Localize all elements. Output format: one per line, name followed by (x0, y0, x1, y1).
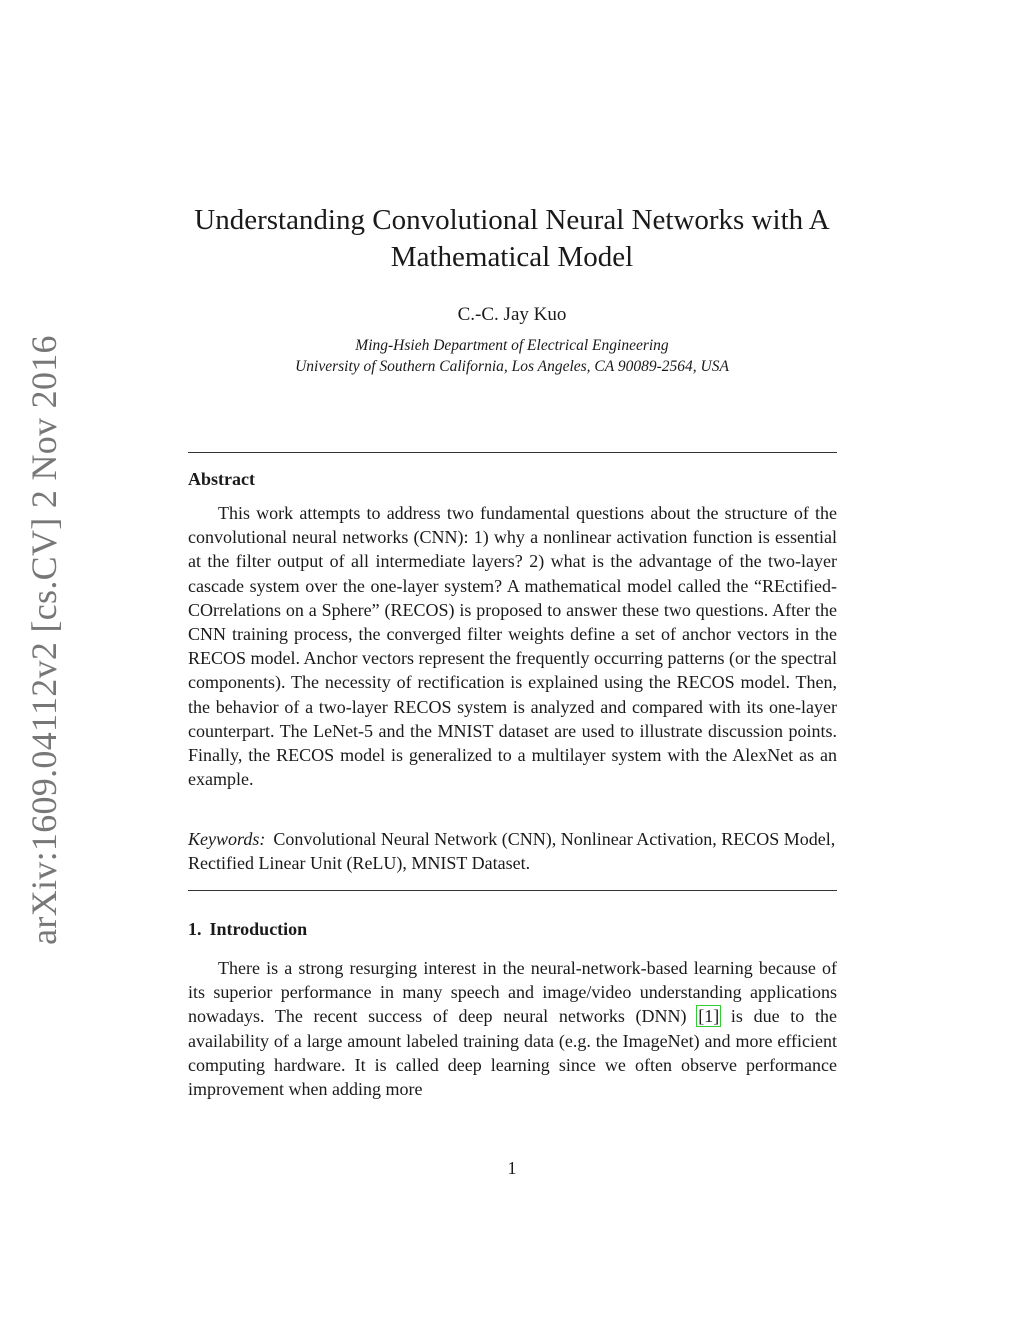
title-line-2: Mathematical Model (390, 241, 634, 273)
section-heading-introduction (188, 917, 307, 941)
abstract-top-rule (188, 452, 837, 453)
abstract-bottom-rule (188, 890, 837, 891)
page-number: 1 (507, 1158, 517, 1178)
intro-text-part-1: There is a strong resurging interest in the neural-network-based learning because of its superior performance in many speech and image/video understanding applications nowadays. The recent success of deep neural networks (DNN) (188, 958, 837, 1027)
abstract-text: This work attempts to address two fundamental questions about the structure of the convolutional neural networks (CNN): 1) why a nonlinear activation function is essential at the filter output of all intermediate layers? 2) what is the advantage of the two-layer cascade system over the one-layer system? A mathematical model called the “REctified-COrrelations on a Sphere” (RECOS) is proposed to answer these two questions. After the CNN training process, the converged filter weights define a set of anchor vectors in the RECOS model. Anchor vectors represent the frequently occurring patterns (or the spectral components). The necessity of rectification is explained using the RECOS model. Then, the behavior of a two-layer RECOS system is analyzed and compared with its one-layer counterpart. The LeNet-5 and the MNIST dataset are used to illustrate discussion points. Finally, the RECOS model is generalized to a multilayer system with the AlexNet as an example. (188, 503, 837, 790)
author-name: C.-C. Jay Kuo (457, 304, 567, 325)
keywords-text: Convolutional Neural Network (CNN), Nonlinear Activation, RECOS Model, Rectified Linear Unit (ReLU), MNIST Dataset. (188, 829, 836, 874)
citation-link[interactable]: [1] (698, 1006, 720, 1027)
keywords-label: Keywords: (188, 829, 266, 849)
section-title: Introduction (209, 919, 308, 939)
arxiv-identifier: arXiv:1609.04112v2 [cs.CV] 2 Nov 2016 (24, 335, 64, 945)
intro-text-part-2: is due to the availability of a large amount labeled training data (e.g. the ImageNet) and more efficient computing hardware. It is called deep learning since we often observe performance improvement when adding more (188, 1006, 837, 1100)
section-number: 1. (188, 919, 202, 939)
introduction-text (188, 956, 837, 1101)
author-affiliation (180, 335, 844, 377)
affiliation-line-1: Ming-Hsieh Department of Electrical Engineering (355, 337, 669, 354)
paper-title (180, 202, 844, 276)
affiliation-line-2: University of Southern California, Los Angeles, CA 90089-2564, USA (295, 358, 729, 375)
abstract-heading: Abstract (188, 469, 255, 489)
keywords (188, 827, 837, 875)
title-line-1: Understanding Convolutional Neural Networks with A (194, 204, 830, 236)
